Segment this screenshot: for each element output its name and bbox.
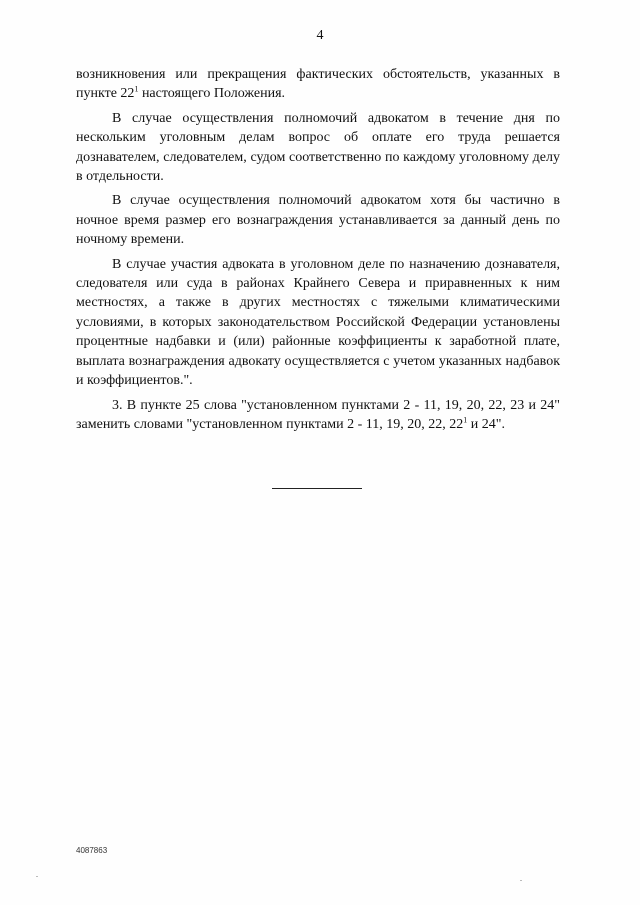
scan-speck [36, 876, 38, 877]
document-body [76, 65, 560, 439]
paragraph-1 [76, 65, 560, 104]
paragraph-1-text-b: настоящего Положения. [138, 86, 286, 102]
end-of-text-rule [272, 488, 362, 489]
paragraph-4: В случае участия адвоката в уголовном деле по назначению дознавателя, следователя или суда в районах Крайнего Севера и приравненных к ним местностях, а также в других местностях с тяжелыми климатическими условиями, в которых законодательством Российской Федерации установлены процентные надбавки и (или) районные коэффициенты к заработной плате, выплата вознаграждения адвокату осуществляется с учетом указанных надбавок и коэффициентов.". [76, 256, 560, 389]
paragraph-1-text-a: возникновения или прекращения фактических обстоятельств, указанных в пункте 22 [76, 67, 560, 102]
page-number: 4 [316, 28, 324, 43]
paragraph-2: В случае осуществления полномочий адвокатом в течение дня по нескольким уголовным делам вопрос об оплате его труда решается дознавателем, следователем, судом соответственно по каждому уголовному делу в отдельности. [76, 110, 560, 185]
paragraph-1-superscript: 1 [134, 84, 139, 94]
paragraph-5 [76, 396, 560, 435]
document-code: 4087863 [76, 846, 108, 855]
paragraph-5-text-a: 3. В пункте 25 слова "установленном пунктами 2 - 11, 19, 20, 22, 23 и 24" заменить словами "установленном пунктами 2 - 11, 19, 20, 22, 22 [76, 397, 560, 432]
paragraph-3: В случае осуществления полномочий адвокатом хотя бы частично в ночное время размер его вознаграждения устанавливается за данный день по ночному времени. [76, 193, 560, 248]
paragraph-5-superscript: 1 [463, 415, 468, 425]
scan-speck [520, 880, 522, 881]
paragraph-5-text-b: и 24". [467, 416, 505, 432]
